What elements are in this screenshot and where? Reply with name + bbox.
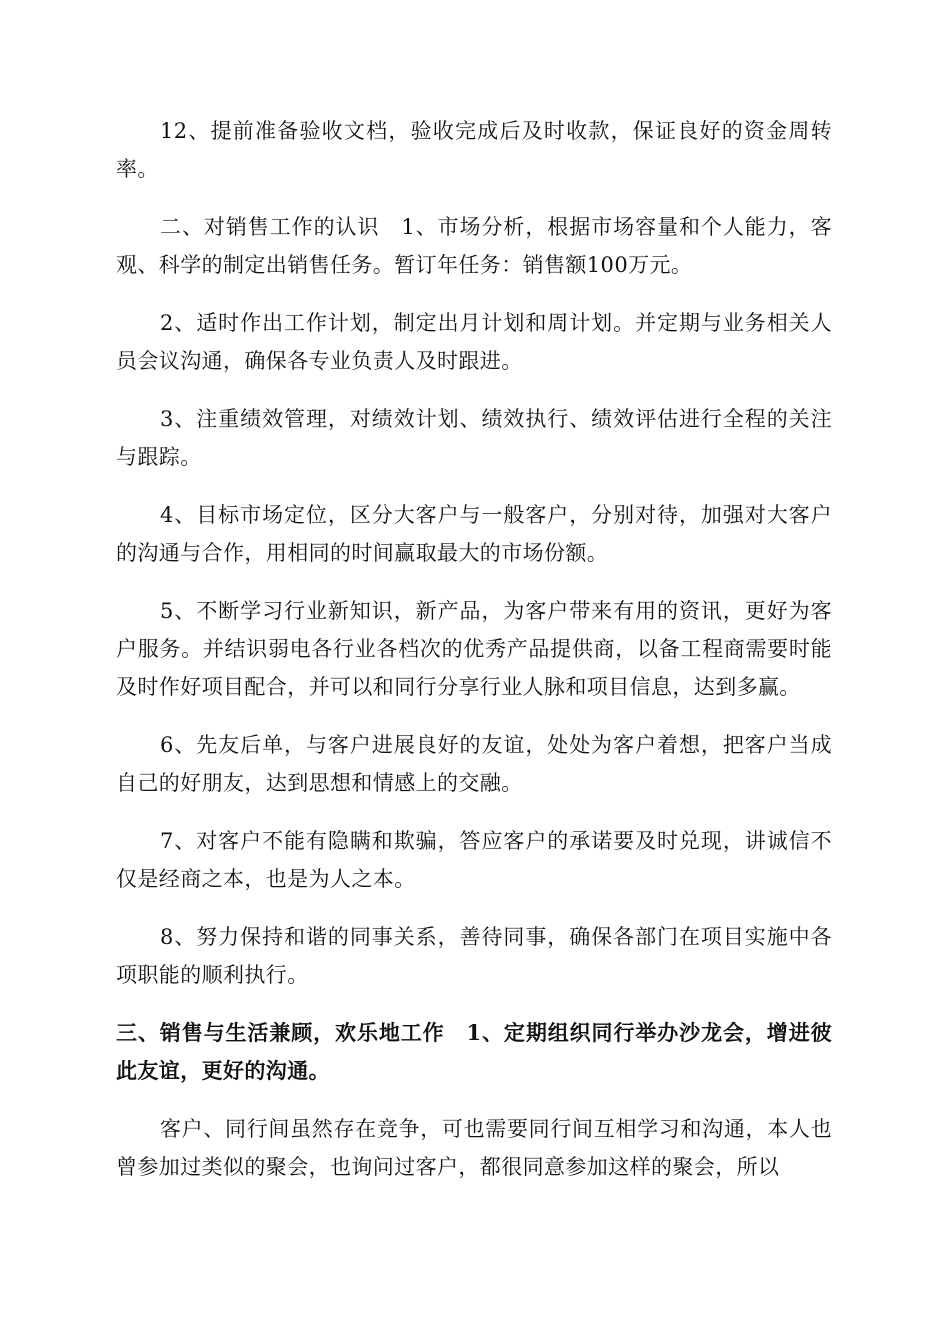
paragraph-6: 6、先友后单，与客户进展良好的友谊，处处为客户着想，把客户当成自己的好朋友，达到思想和情感上的交融。 xyxy=(116,733,832,795)
section-3-heading: 三、销售与生活兼顾，欢乐地工作 1、定期组织同行举办沙龙会，增进彼此友谊，更好的沟通。 xyxy=(116,1020,832,1083)
paragraph-7: 7、对客户不能有隐瞒和欺骗，答应客户的承诺要及时兑现，讲诚信不仅是经商之本，也是为人之本。 xyxy=(116,829,832,891)
paragraph-3: 3、注重绩效管理，对绩效计划、绩效执行、绩效评估进行全程的关注与跟踪。 xyxy=(116,407,832,469)
paragraph-4: 4、目标市场定位，区分大客户与一般客户，分别对待，加强对大客户的沟通与合作，用相同的时间赢取最大的市场份额。 xyxy=(116,503,832,565)
paragraph-8: 8、努力保持和谐的同事关系，善待同事，确保各部门在项目实施中各项职能的顺利执行。 xyxy=(116,925,832,987)
paragraph-section-2: 二、对销售工作的认识 1、市场分析，根据市场容量和个人能力，客观、科学的制定出销售任务。暂订年任务：销售额100万元。 xyxy=(116,215,832,277)
paragraph-2: 2、适时作出工作计划，制定出月计划和周计划。并定期与业务相关人员会议沟通，确保各专业负责人及时跟进。 xyxy=(116,311,832,373)
paragraph-5: 5、不断学习行业新知识，新产品，为客户带来有用的资讯，更好为客户服务。并结识弱电各行业各档次的优秀产品提供商，以备工程商需要时能及时作好项目配合，并可以和同行分享行业人脉和项目信息，达到多赢。 xyxy=(116,599,832,699)
document-page xyxy=(116,112,832,1206)
paragraph-final: 客户、同行间虽然存在竞争，可也需要同行间互相学习和沟通，本人也曾参加过类似的聚会，也询问过客户，都很同意参加这样的聚会，所以 xyxy=(116,1117,832,1179)
paragraph-12: 12、提前准备验收文档，验收完成后及时收款，保证良好的资金周转率。 xyxy=(116,119,832,181)
